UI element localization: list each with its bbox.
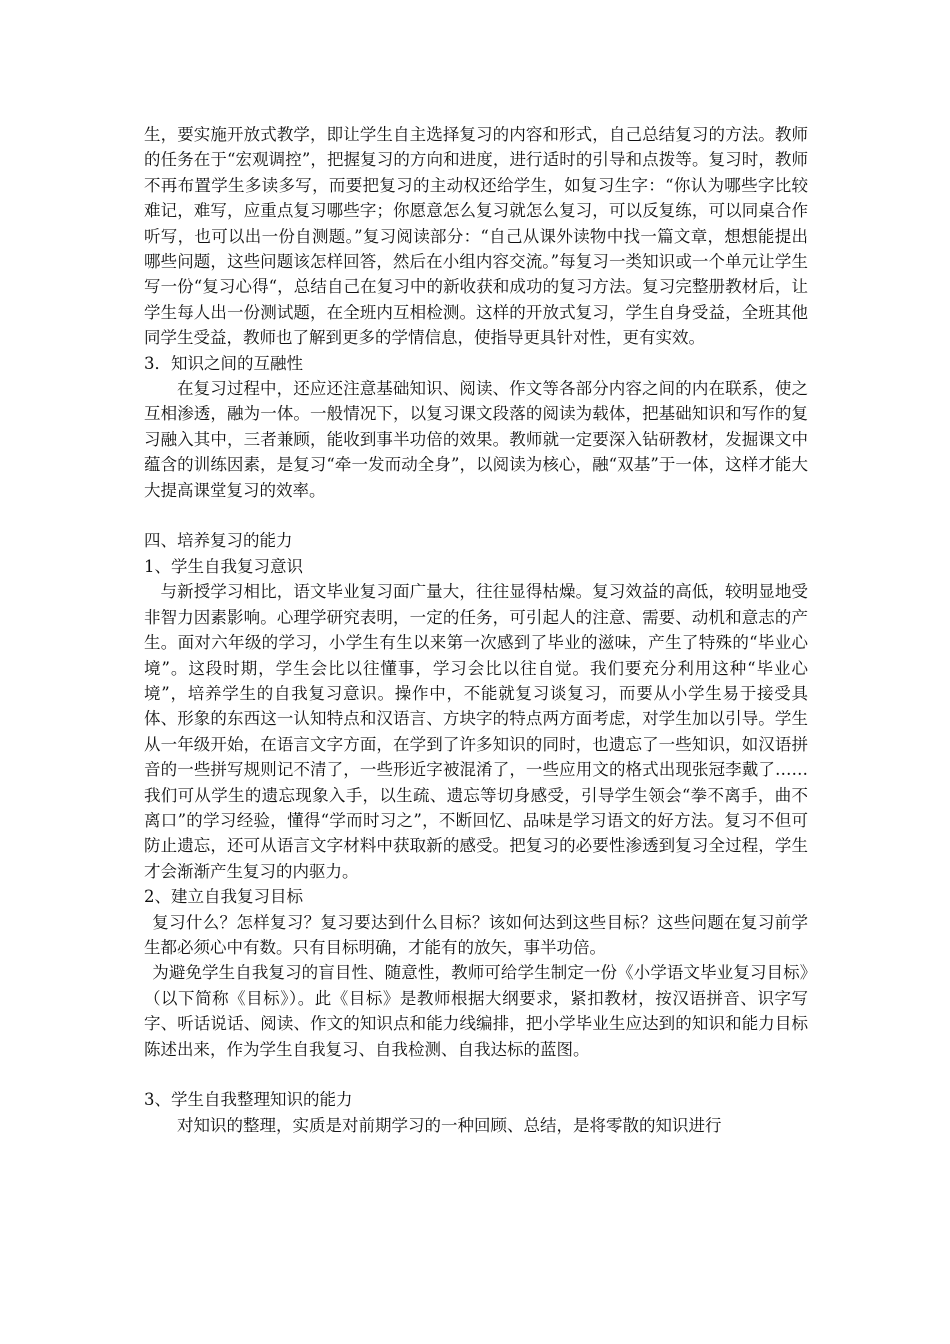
- document-page: [144, 122, 808, 1138]
- paragraph-organize-knowledge: 对知识的整理，实质是对前期学习的一种回顾、总结，是将零散的知识进行: [177, 1115, 722, 1135]
- heading-self-review-awareness: 1、学生自我复习意识: [144, 556, 303, 576]
- paragraph-self-review-awareness: 与新授学习相比，语文毕业复习面广量大，往往显得枯燥。复习效益的高低，较明显地受非智力因素影响。心理学研究表明，一定的任务，可引起人的注意、需要、动机和意志的产生。面对六年级的学习，小学生有生以来第一次感到了毕业的滋味，产生了特殊的“毕业心境”。这段时期，学生会比以往懂事，学习会比以往自觉。我们要充分利用这种“毕业心境”，培养学生的自我复习意识。操作中，不能就复习谈复习，而要从小学生易于接受具体、形象的东西这一认知特点和汉语言、方块字的特点两方面考虑，对学生加以引导。学生从一年级开始，在语言文字方面，在学到了许多知识的同时，也遗忘了一些知识，如汉语拼音的一些拼写规则记不清了，一些形近字被混淆了，一些应用文的格式出现张冠李戴了……我们可从学生的遗忘现象入手，以生疏、遗忘等切身感受，引导学生领会“拳不离手，曲不离口”的学习经验，懂得“学而时习之”，不断回忆、品味是学习语文的好方法。复习不但可防止遗忘，还可从语言文字材料中获取新的感受。把复习的必要性渗透到复习全过程，学生才会渐渐产生复习的内驱力。: [144, 582, 808, 881]
- blank-line: [144, 1062, 808, 1087]
- heading-section-four: 四、培养复习的能力: [144, 531, 293, 551]
- heading-organize-knowledge: 3、学生自我整理知识的能力: [144, 1090, 353, 1110]
- heading-review-goals: 2、建立自我复习目标: [144, 887, 303, 907]
- paragraph-integration: 在复习过程中，还应还注意基础知识、阅读、作文等各部分内容之间的内在联系，使之互相渗透，融为一体。一般情况下，以复习课文段落的阅读为载体，把基础知识和写作的复习融入其中，三者兼顾，能收到事半功倍的效果。教师就一定要深入钻研教材，发掘课文中蕴含的训练因素，是复习“牵一发而动全身”，以阅读为核心，融“双基”于一体，这样才能大大提高课堂复习的效率。: [144, 379, 808, 500]
- heading-knowledge-integration: 3．知识之间的互融性: [144, 353, 303, 373]
- paragraph-review-questions: 复习什么？怎样复习？复习要达到什么目标？该如何达到这些目标？这些问题在复习前学生都必须心中有数。只有目标明确，才能有的放矢，事半功倍。: [144, 912, 808, 957]
- paragraph-open-teaching: 生，要实施开放式教学，即让学生自主选择复习的内容和形式，自己总结复习的方法。教师的任务在于“宏观调控”，把握复习的方向和进度，进行适时的引导和点拨等。复习时，教师不再布置学生多读多写，而要把复习的主动权还给学生，如复习生字：“你认为哪些字比较难记，难写，应重点复习哪些字；你愿意怎么复习就怎么复习，可以反复练，可以同桌合作听写，也可以出一份自测题。”复习阅读部分：“自己从课外读物中找一篇文章，想想能提出哪些问题，这些问题该怎样回答，然后在小组内容交流。”每复习一类知识或一个单元让学生写一份“复习心得“，总结自己在复习中的新收获和成功的复习方法。复习完整册教材后，让学生每人出一份测试题，在全班内互相检测。这样的开放式复习，学生自身受益，全班其他同学生受益，教师也了解到更多的学情信息，使指导更具针对性，更有实效。: [144, 125, 808, 348]
- paragraph-review-goals: 为避免学生自我复习的盲目性、随意性，教师可给学生制定一份《小学语文毕业复习目标》（以下简称《目标》）。此《目标》是教师根据大纲要求，紧扣教材，按汉语拼音、识字写字、听话说话、阅读、作文的知识点和能力线编排，把小学毕业生应达到的知识和能力目标陈述出来，作为学生自我复习、自我检测、自我达标的蓝图。: [144, 963, 808, 1059]
- blank-line: [144, 503, 808, 528]
